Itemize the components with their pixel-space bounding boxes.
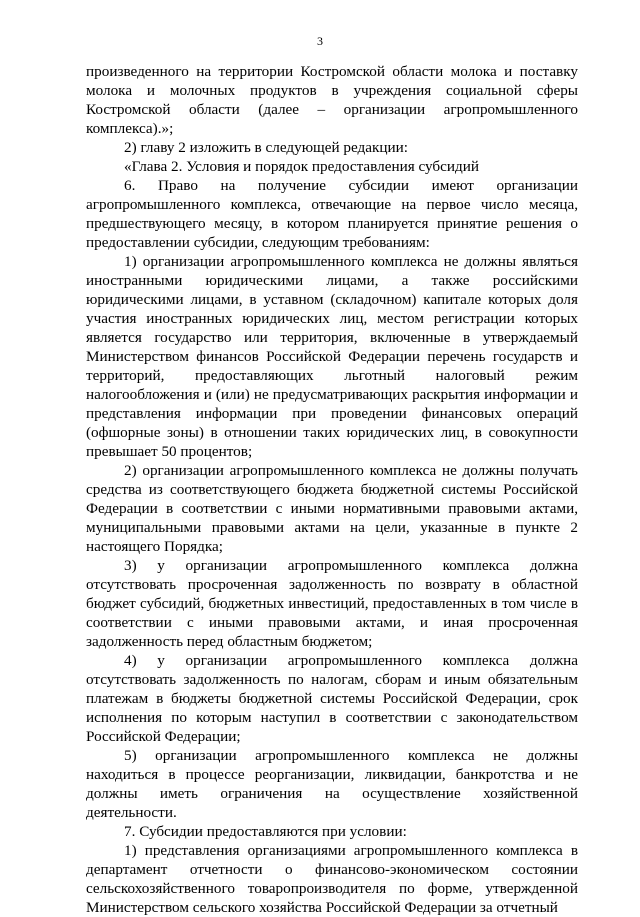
page-number: 3 xyxy=(317,34,323,48)
paragraph-item-6: 6. Право на получение субсидии имеют организации агропромышленного комплекса, отвечающие на первое число месяца, предшествующего месяцу, в котором планируется принятие решения о предоставлении субсидии, следующим требованиям: xyxy=(86,177,578,251)
chapter-2-heading: «Глава 2. Условия и порядок предоставления субсидий xyxy=(124,158,479,175)
paragraph-chapter-2-instruction: 2) главу 2 изложить в следующей редакции: xyxy=(124,139,409,156)
paragraph-requirement-5: 5) организации агропромышленного комплекса не должны находиться в процессе реорганизации, ликвидации, банкротства и не должны иметь ограничения на осуществление хозяйственной деятельности. xyxy=(86,747,578,821)
paragraph-requirement-3: 3) у организации агропромышленного комплекса должна отсутствовать просроченная задолженность по возврату в областной бюджет субсидий, бюджетных инвестиций, предоставленных в том числе в соответствии с иными правовыми актами, и иная просроченная задолженность перед областным бюджетом; xyxy=(86,557,578,650)
paragraph-requirement-2: 2) организации агропромышленного комплекса не должны получать средства из соответствующего бюджета бюджетной системы Российской Федерации в соответствии с иными нормативными правовыми актами, муниципальными правовыми актами на цели, указанные в пункте 2 настоящего Порядка; xyxy=(86,462,578,555)
paragraph-item-7: 7. Субсидии предоставляются при условии: xyxy=(124,823,407,840)
paragraph-condition-1: 1) представления организациями агропромышленного комплекса в департамент отчетности о финансово-экономическом состоянии сельскохозяйственного товаропроизводителя по форме, утвержденной Министерством сельского хозяйства Российской Федерации за отчетный xyxy=(86,842,578,916)
document-body xyxy=(86,62,578,917)
paragraph-continuation: произведенного на территории Костромской области молока и поставку молока и молочных продуктов в учреждения социальной сферы Костромской области (далее – организации агропромышленного комплекса).»; xyxy=(86,63,578,137)
paragraph-requirement-1: 1) организации агропромышленного комплекса не должны являться иностранными юридическими лицами, а также российскими юридическими лицами, в уставном (складочном) капитале которых доля участия иностранных юридических лиц, местом регистрации которых является государство или территория, включенные в утверждаемый Министерством финансов Российской Федерации перечень государств и территорий, предоставляющих льготный налоговый режим налогообложения и (или) не предусматривающих раскрытия информации и представления информации при проведении финансовых операций (офшорные зоны) в отношении таких юридических лиц, в совокупности превышает 50 процентов; xyxy=(86,253,578,460)
paragraph-requirement-4: 4) у организации агропромышленного комплекса должна отсутствовать задолженность по налогам, сборам и иным обязательным платежам в бюджеты бюджетной системы Российской Федерации, срок исполнения по которым наступил в соответствии с законодательством Российской Федерации; xyxy=(86,652,578,745)
